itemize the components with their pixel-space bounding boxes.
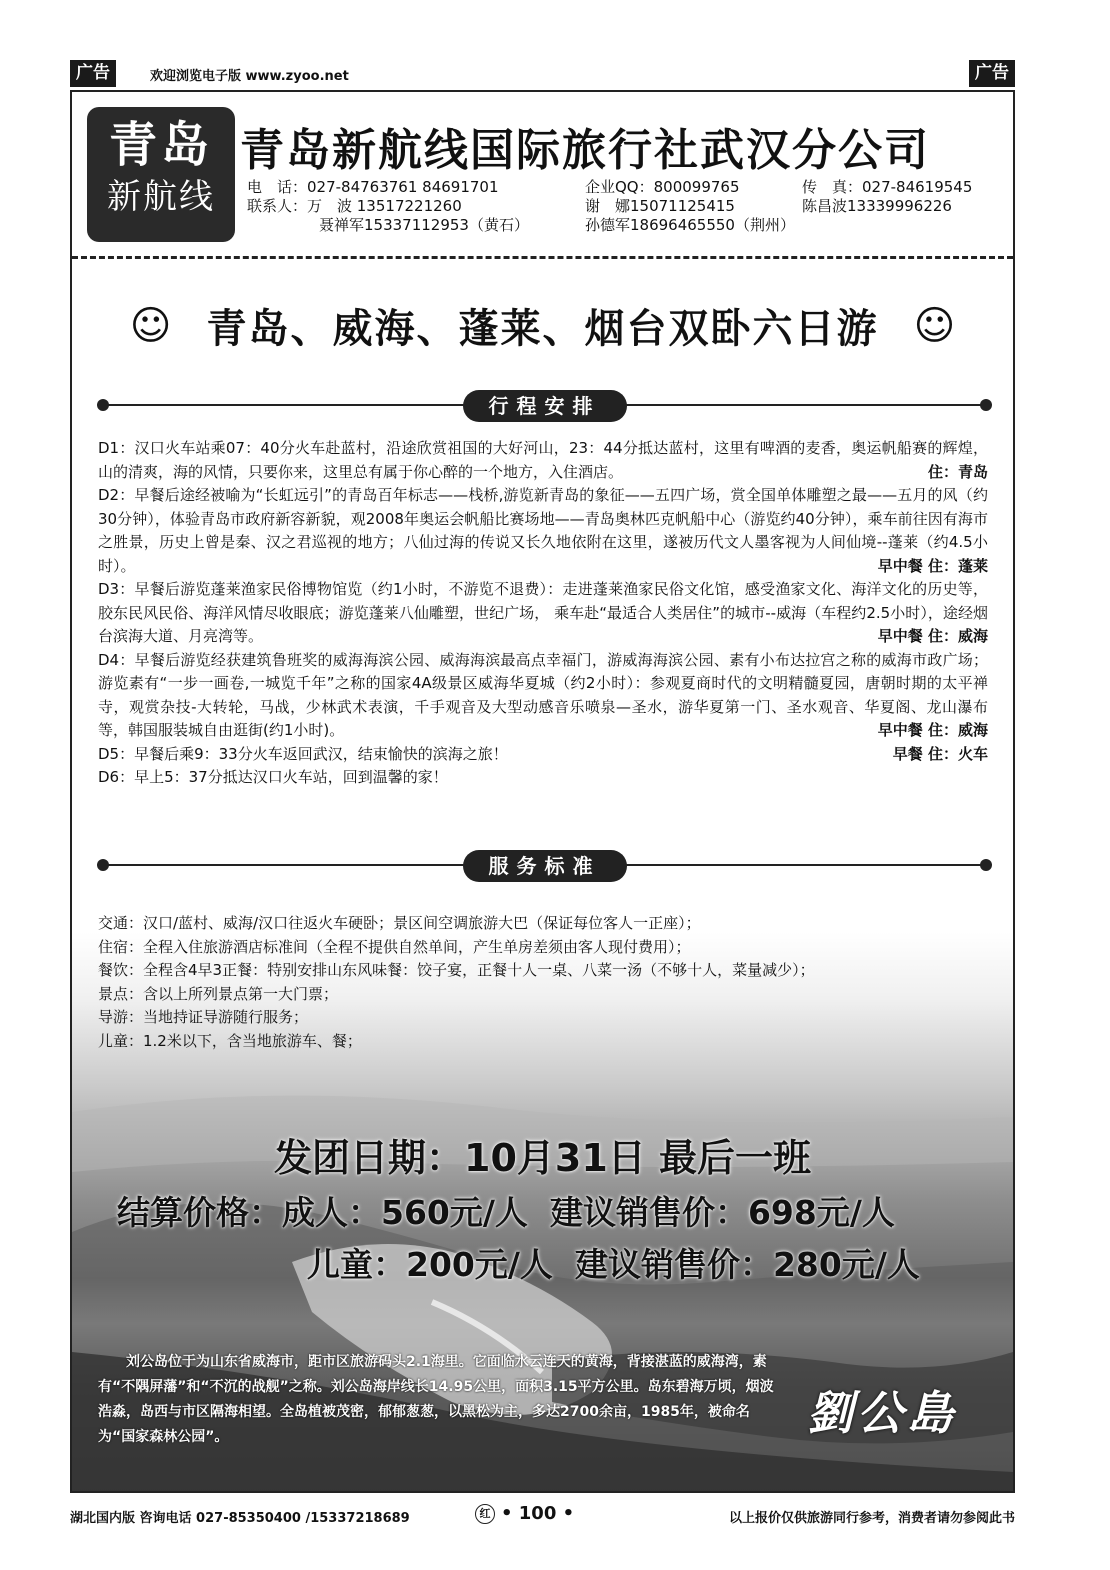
- service-item: 儿童：1.2米以下，含当地旅游车、餐；: [98, 1031, 362, 1050]
- island-intro: 刘公岛位于为山东省威海市，距市区旅游码头2.1海里。它面临水云连天的黄海，背接湛蓝的威海湾，素有“不隅屏藩”和“不沉的战舰”之称。刘公岛海岸线长14.95公里，面积3.15平方公里。岛东碧海万顷，烟波浩淼，岛西与市区隔海相望。全岛植被茂密，郁郁葱葱，以黑松为主，多达2700余亩，1985年，被命名为“国家森林公园”。: [98, 1354, 774, 1445]
- service-list: [98, 912, 988, 1053]
- itinerary-header: [97, 390, 992, 420]
- adult-price-row: [117, 1187, 917, 1234]
- page-number: • 100 •: [501, 1503, 575, 1524]
- child-price-row: [307, 1239, 942, 1286]
- red-badge-icon: 红: [475, 1504, 495, 1524]
- lodging-note: 早中餐 住：威海: [877, 627, 988, 645]
- lodging-note: 早中餐 住：蓬莱: [877, 556, 988, 575]
- itinerary-day: D1：汉口火车站乘07：40分火车赴蓝村，沿途欣赏祖国的大好河山，23：44分抵达蓝村，这里有啤酒的麦香，奥运帆船赛的辉煌，山的清爽，海的风情，只要你来，这里总有属于你心醉的一个地方，入住酒店。 住：青岛: [98, 437, 988, 484]
- page-footer: [70, 1503, 1015, 1529]
- itinerary-day: D6：早上5：37分抵达汉口火车站，回到温馨的家！: [98, 768, 448, 786]
- ad-tag-left: 广告: [70, 60, 116, 87]
- tour-title-row: [72, 297, 1013, 357]
- itinerary-header-label: 行程安排: [463, 390, 627, 422]
- footer-left: 湖北国内版 咨询电话 027-85350400 /15337218689: [70, 1511, 410, 1526]
- tour-title: 青岛、威海、蓬莱、烟台双卧六日游: [206, 306, 879, 352]
- service-item: 景点：含以上所列景点第一大门票；: [98, 984, 339, 1003]
- departure-date: 发团日期：10月31日 最后一班: [274, 1136, 811, 1180]
- itinerary-list: [98, 437, 988, 790]
- itinerary-day: D3：早餐后游览蓬莱渔家民俗博物馆览（约1小时，不游览不退费）：走进蓬莱渔家民俗文化馆，感受渔家文化、海洋文化的历史等，胶东民风民俗、海洋风情尽收眼底；游览蓬莱八仙雕塑，世纪广场， 乘车赴“最适合人类居住”的城市--威海（车程约2.5小时），途经烟台滨海大道、月亮湾等。 早中餐 住：威海: [98, 578, 988, 649]
- calligraphy-title: 劉公島: [807, 1386, 957, 1440]
- phone-text: 电 话：027-84763761 84691701: [247, 178, 499, 196]
- contact-sun: 孙德军18696465550（荆州）: [585, 216, 795, 234]
- page-number-block: [475, 1503, 574, 1524]
- contact-xiena: 谢 娜15071125415: [585, 197, 735, 215]
- lodging-note: 早中餐 住：威海: [877, 721, 988, 739]
- child-suggested-price: 建议销售价：280元/人: [574, 1245, 920, 1284]
- adult-settlement-price: 结算价格：成人：560元/人: [117, 1193, 528, 1232]
- service-item: 导游：当地持证导游随行服务；: [98, 1008, 309, 1026]
- service-item: 住宿：全程入住旅游酒店标准间（全程不提供自然单间，产生单房差须由客人现付费用）；: [98, 937, 691, 956]
- lodging-note: 住：青岛: [927, 462, 988, 481]
- itinerary-day: D4：早餐后游览经获建筑鲁班奖的威海海滨公园、威海海滨最高点幸福门，游威海海滨公园、素有小布达拉宫之称的威海市政广场；游览素有“一步一画卷,一城览千年”之称的国家4A级景区威海华夏城（约2小时）：参观夏商时代的文明精髓夏园，唐朝时期的太平禅寺，观赏杂技-大转轮，马战，少林武术表演，千手观音及大型动感音乐喷泉—圣水，游华夏第一门、圣水观音、华夏阁、龙山瀑布等，韩国服装城自由逛街(约1小时)。 早中餐 住：威海: [98, 649, 988, 743]
- ad-frame: [70, 90, 1015, 1493]
- service-item: 餐饮：全程含4早3正餐：特别安排山东风味餐：饺子宴，正餐十人一桌、八菜一汤（不够十人，菜量减少）；: [98, 961, 815, 979]
- service-item: 交通：汉口/蓝村、威海/汉口往返火车硬卧；景区间空调旅游大巴（保证每位客人一正座）；: [98, 914, 701, 932]
- contact-nie: 聂禅军15337112953（黄石）: [319, 216, 529, 234]
- contact-wanbo: 联系人：万 波 13517221260: [247, 197, 462, 215]
- logo-small-text: 新航线: [107, 177, 215, 217]
- contact-block: [247, 178, 1007, 235]
- adult-suggested-price: 建议销售价：698元/人: [549, 1193, 895, 1232]
- qq-text: 企业QQ：800099765: [585, 178, 740, 196]
- itinerary-day: D2：早餐后途经被喻为“长虹远引”的青岛百年标志——栈桥,游览新青岛的象征——五四广场，赏全国单体雕塑之最——五月的风（约30分钟），体验青岛市政府新容新貌，观2008年奥运会帆船比赛场地——青岛奥林匹克帆船中心（游览约40分钟），乘车前往因有海市之胜景，历史上曾是秦、汉之君巡视的地方；八仙过海的传说又长久地依附在这里，遂被历代文人墨客视为人间仙境--蓬莱（约4.5小时）。 早中餐 住：蓬莱: [98, 484, 988, 578]
- top-bar: [70, 60, 1015, 88]
- company-logo: [87, 107, 235, 242]
- company-name: 青岛新航线国际旅行社武汉分公司: [240, 125, 930, 176]
- welcome-text: 欢迎浏览电子版 www.zyoo.net: [150, 69, 349, 84]
- child-settlement-price: 儿童：200元/人: [307, 1245, 553, 1284]
- dashed-divider: [72, 256, 1013, 259]
- fax-text: 传 真：027-84619545: [802, 178, 973, 196]
- service-header: [97, 850, 992, 880]
- lodging-note: 早餐 住：火车: [892, 744, 988, 763]
- logo-big-text: 青岛: [108, 117, 213, 173]
- smiley-icon: ☺: [129, 302, 172, 349]
- itinerary-day: D5：早餐后乘9：33分火车返回武汉，结束愉快的滨海之旅！ 早餐 住：火车: [98, 743, 988, 767]
- ad-tag-right: 广告: [969, 60, 1015, 87]
- contact-chenchangbo: 陈昌波13339996226: [802, 197, 952, 215]
- footer-right: 以上报价仅供旅游同行参考，消费者请勿参阅此书: [728, 1511, 1015, 1526]
- smiley-icon: ☺: [913, 302, 956, 349]
- service-header-label: 服务标准: [463, 850, 627, 882]
